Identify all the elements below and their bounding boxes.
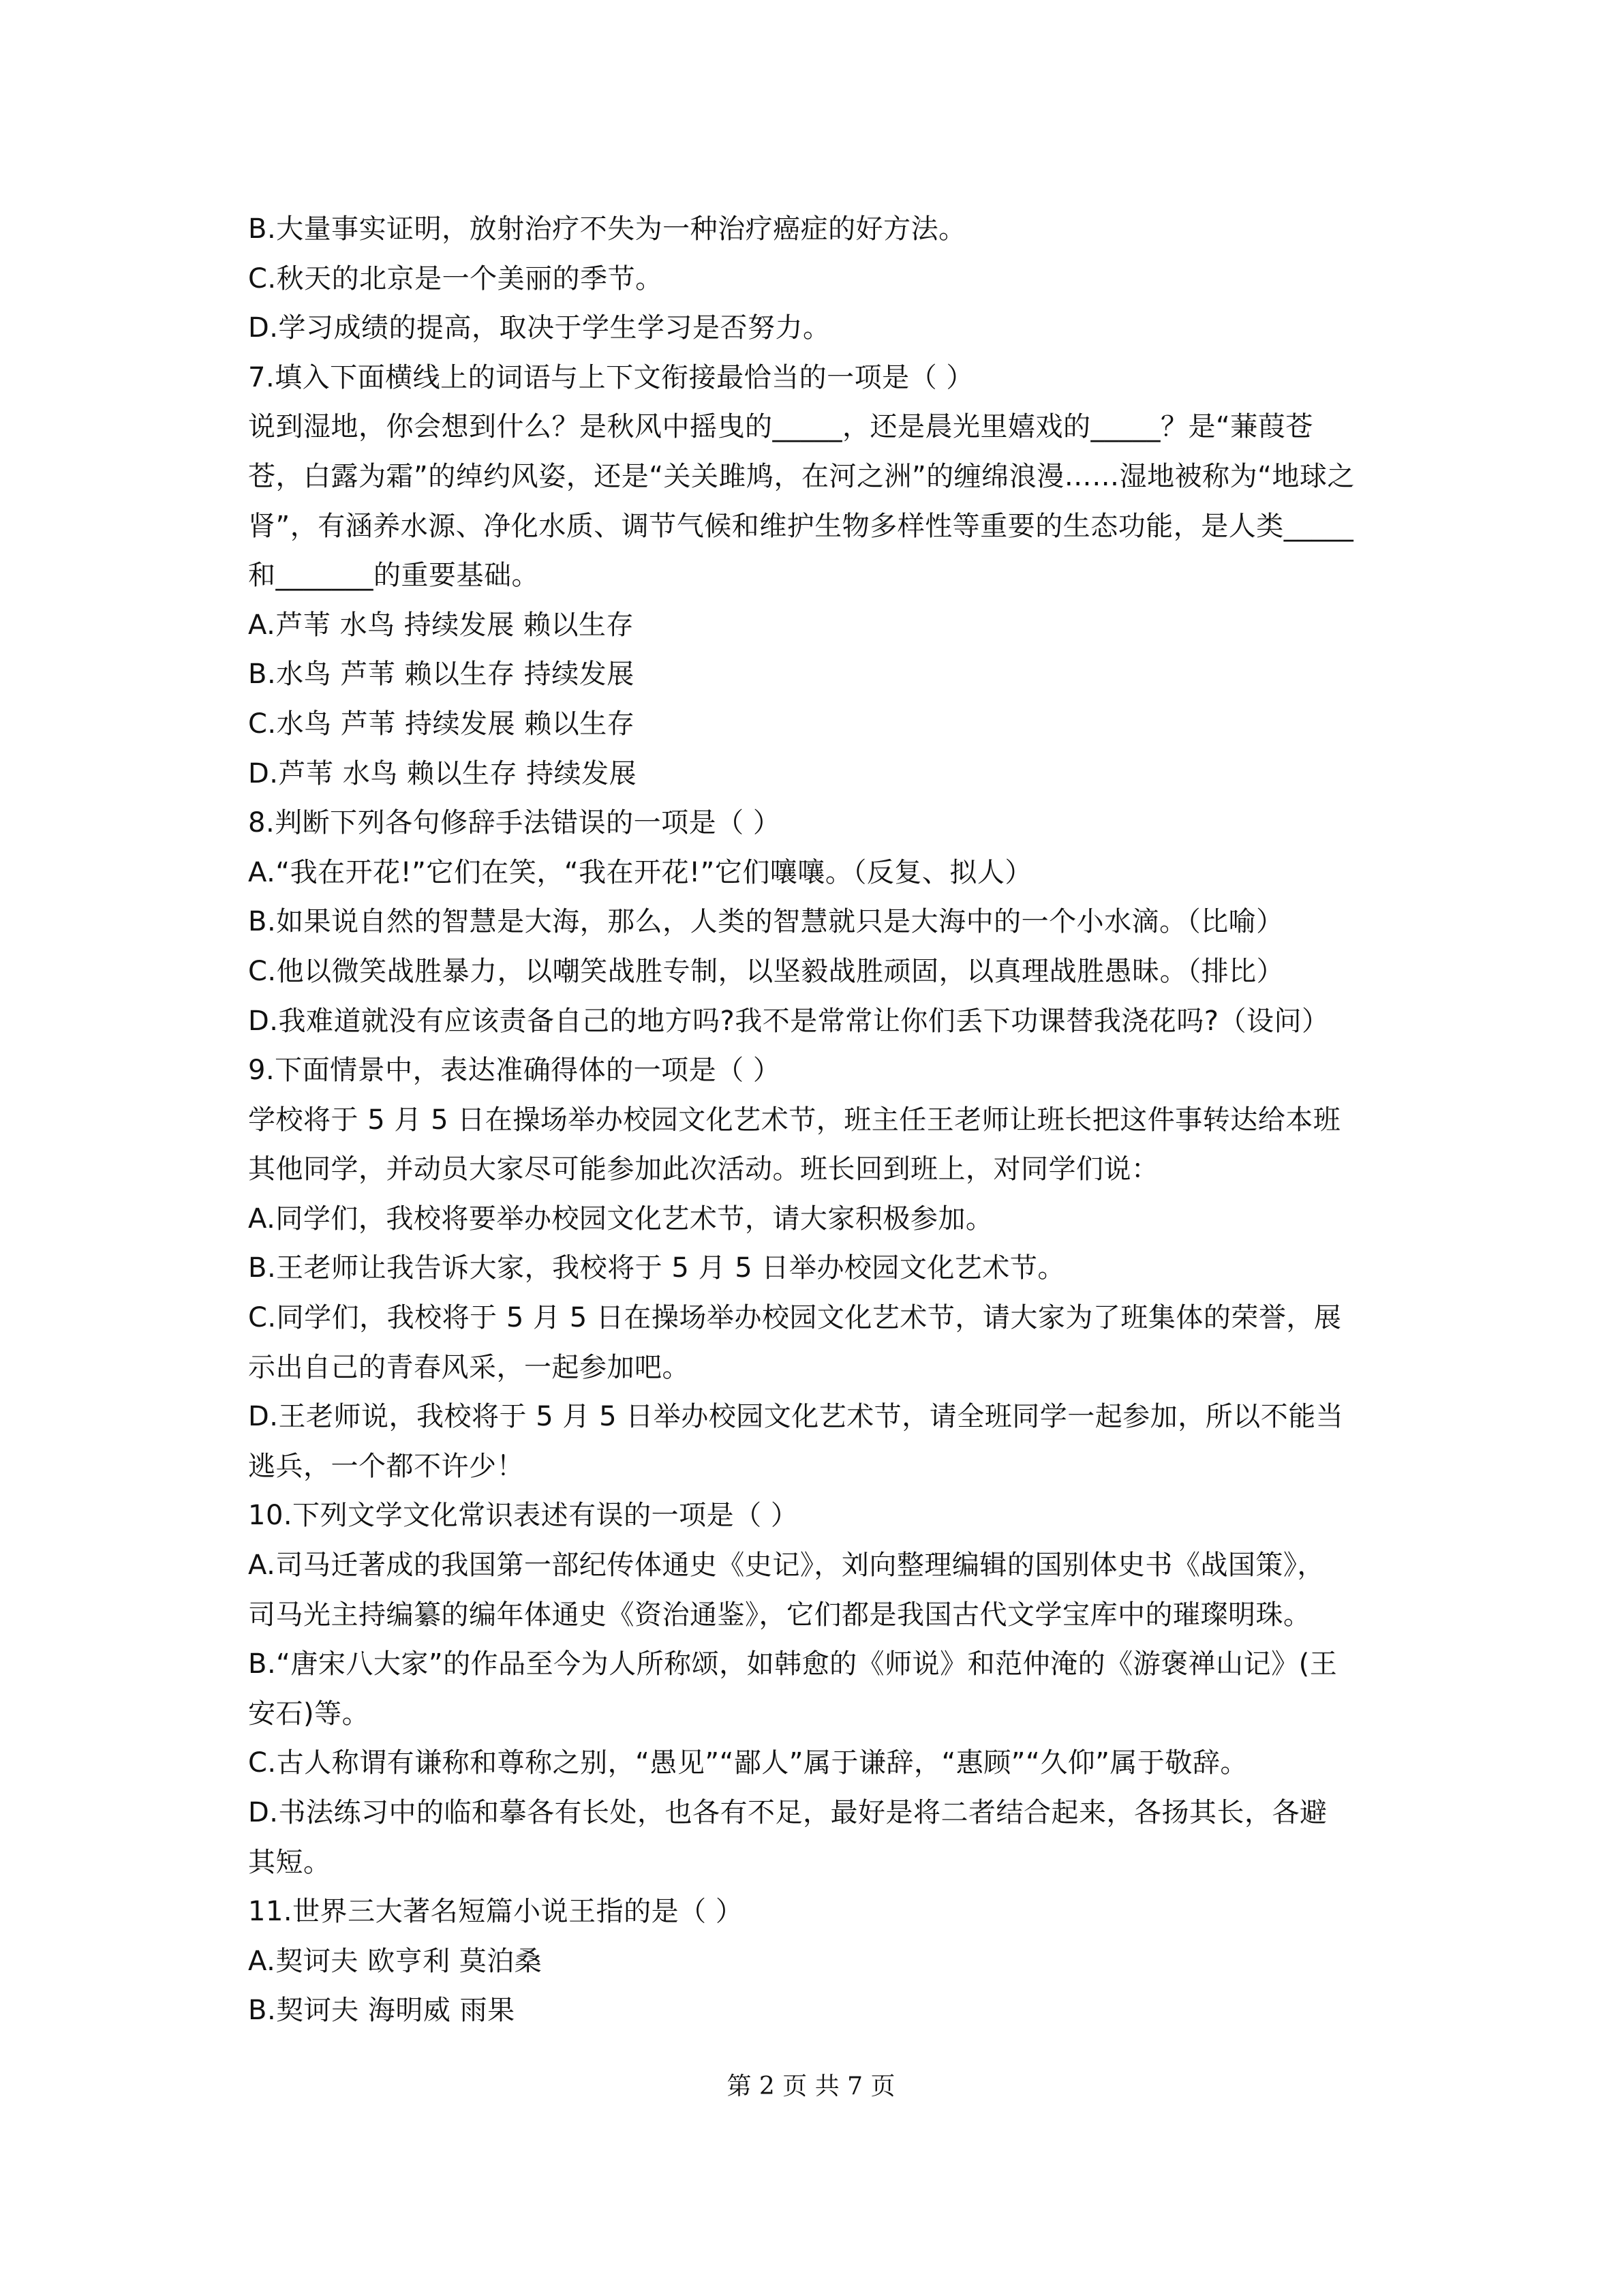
page-number-footer: 第 2 页 共 7 页 [726,2072,896,2100]
option-line: A.同学们，我校将要举办校园文化艺术节，请大家积极参加。 [248,1203,994,1235]
question-10-stem: 10.下列文学文化常识表述有误的一项是（ ） [248,1500,799,1532]
passage-line: 和_______的重要基础。 [248,560,539,592]
option-line: D.学习成绩的提高，取决于学生学习是否努力。 [248,312,831,344]
scenario-line: 学校将于 5 月 5 日在操场举办校园文化艺术节，班主任王老师让班长把这件事转达给本班 [248,1104,1341,1136]
option-line: D.王老师说，我校将于 5 月 5 日举办校园文化艺术节，请全班同学一起参加，所以不能当 [248,1401,1344,1433]
option-line: C.秋天的北京是一个美丽的季节。 [248,262,663,294]
option-line: C.同学们，我校将于 5 月 5 日在操场举办校园文化艺术节，请大家为了班集体的荣誉，展 [248,1302,1342,1334]
option-line: A.“我在开花!”它们在笑，“我在开花!”它们嚷嚷。（反复、拟人） [248,856,1032,888]
option-line: C.水鸟 芦苇 持续发展 赖以生存 [248,708,635,740]
option-line: 其短。 [248,1846,331,1878]
option-line: B.契诃夫 海明威 雨果 [248,1995,515,2027]
option-line: B.“唐宋八大家”的作品至今为人所称颂，如韩愈的《师说》和范仲淹的《游褒禅山记》(王 [248,1648,1338,1680]
option-line: D.我难道就没有应该责备自己的地方吗?我不是常常让你们丢下功课替我浇花吗?（设问） [248,1005,1330,1037]
option-line: B.水鸟 芦苇 赖以生存 持续发展 [248,659,634,691]
option-line: 安石)等。 [248,1697,370,1729]
option-line: B.如果说自然的智慧是大海，那么，人类的智慧就只是大海中的一个小水滴。（比喻） [248,906,1284,938]
option-line: C.古人称谓有谦称和尊称之别，“愚见”“鄙人”属于谦辞，“惠顾”“久仰”属于敬辞。 [248,1747,1248,1779]
option-line: A.芦苇 水鸟 持续发展 赖以生存 [248,609,634,641]
option-line: 逃兵，一个都不许少！ [248,1450,524,1482]
option-line: B.王老师让我告诉大家，我校将于 5 月 5 日举办校园文化艺术节。 [248,1252,1065,1284]
question-9-stem: 9.下面情景中，表达准确得体的一项是（ ） [248,1055,781,1087]
passage-line: 肾”，有涵养水源、净化水质、调节气候和维护生物多样性等重要的生态功能，是人类_____ [248,510,1354,542]
question-8-stem: 8.判断下列各句修辞手法错误的一项是（ ） [248,807,781,839]
option-line: A.司马迁著成的我国第一部纪传体通史《史记》，刘向整理编辑的国别体史书《战国策》， [248,1550,1325,1582]
question-11-stem: 11.世界三大著名短篇小说王指的是（ ） [248,1896,744,1928]
option-line: D.芦苇 水鸟 赖以生存 持续发展 [248,757,637,789]
option-line: B.大量事实证明，放射治疗不失为一种治疗癌症的好方法。 [248,213,966,245]
passage-line: 苍，白露为霜”的绰约风姿，还是“关关雎鸠，在河之洲”的缠绵浪漫……湿地被称为“地球之 [248,460,1355,492]
option-line: 司马光主持编纂的编年体通史《资治通鉴》，它们都是我国古代文学宝库中的璀璨明珠。 [248,1599,1311,1631]
document-body [248,205,1407,2036]
option-line: D.书法练习中的临和摹各有长处，也各有不足，最好是将二者结合起来，各扬其长，各避 [248,1797,1328,1828]
question-7-stem: 7.填入下面横线上的词语与上下文衔接最恰当的一项是（ ） [248,361,974,393]
option-line: A.契诃夫 欧亨利 莫泊桑 [248,1945,542,1977]
passage-line: 说到湿地，你会想到什么？是秋风中摇曳的_____，还是晨光里嬉戏的_____？是“蒹葭苍 [248,411,1313,443]
option-line: 示出自己的青春风采，一起参加吧。 [248,1351,690,1383]
scenario-line: 其他同学，并动员大家尽可能参加此次活动。班长回到班上，对同学们说： [248,1153,1159,1185]
option-line: C.他以微笑战胜暴力，以嘲笑战胜专制，以坚毅战胜顽固，以真理战胜愚昧。（排比） [248,955,1285,987]
